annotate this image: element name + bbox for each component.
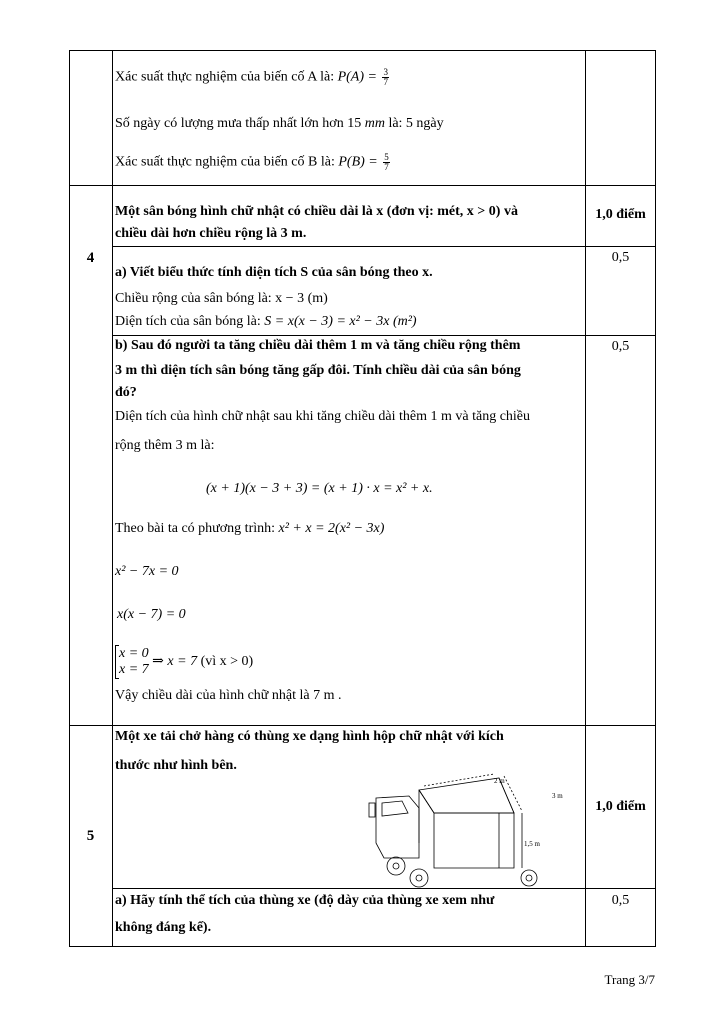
q4-prompt-line1: Một sân bóng hình chữ nhật có chiều dài là x (đơn vị: mét, x > 0) và <box>115 204 518 219</box>
q4b-title-line3: đó? <box>115 385 137 400</box>
q4a-width-line: Chiều rộng của sân bóng là: x − 3 (m) <box>115 291 328 306</box>
q5-prompt-line2: thước như hình bên. <box>115 758 237 773</box>
truck-cabin <box>376 796 419 858</box>
q4-score: 1,0 điểm <box>595 207 646 222</box>
probability-a-line: Xác suất thực nghiệm của biến cố A là: P(A) = $\frac{3}{7}$ <box>115 67 388 87</box>
wheel-rear-icon <box>521 870 537 886</box>
page-footer: Trang 3/7 <box>604 972 655 987</box>
fraction-b: $\frac{5}{7}$ <box>384 152 389 172</box>
q5-prompt-line1: Một xe tải chở hàng có thùng xe dạng hình hộp chữ nhật với kích <box>115 729 504 744</box>
q4a-area-line: Diện tích của sân bóng là: S = x(x − 3) = x² − 3x (m²) <box>115 314 417 329</box>
q4-prompt-line2: chiều dài hơn chiều rộng là 3 m. <box>115 226 307 241</box>
q4b-score: 0,5 <box>611 339 630 354</box>
row-divider-q4a <box>112 246 656 247</box>
question-number-4: 4 <box>86 250 95 266</box>
wheel-front2-icon <box>410 869 428 887</box>
answer-table <box>69 50 656 947</box>
q4b-text-line2: rộng thêm 3 m là: <box>115 438 215 453</box>
rain-days-line: Số ngày có lượng mưa thấp nhất lớn hơn 15 mm là: 5 ngày <box>115 116 444 131</box>
table-border-bottom <box>69 946 656 947</box>
q4b-conclusion: Vậy chiều dài của hình chữ nhật là 7 m . <box>115 688 342 703</box>
truck-mirror <box>369 803 375 817</box>
q4a-title: a) Viết biểu thức tính diện tích S của sân bóng theo x. <box>115 265 433 280</box>
truck-window <box>382 801 408 816</box>
fraction-a: $\frac{3}{7}$ <box>383 67 388 87</box>
truck-figure <box>364 768 564 888</box>
wheel-front-icon <box>387 857 405 875</box>
table-border-top <box>69 50 656 51</box>
q4b-equation-2: x² − 7x = 0 <box>115 564 179 579</box>
q4b-text-line1: Diện tích của hình chữ nhật sau khi tăng chiều dài thêm 1 m và tăng chiều <box>115 409 531 424</box>
truck-box-front <box>434 813 514 868</box>
q4b-equation-3: x(x − 7) = 0 <box>117 607 186 622</box>
probability-b-line: Xác suất thực nghiệm của biến cố B là: P(B) = $\frac{5}{7}$ <box>115 152 389 172</box>
row-divider-q5a <box>112 888 656 889</box>
q5a-title-line1: a) Hãy tính thể tích của thùng xe (độ dày của thùng xe xem như <box>115 893 495 908</box>
truck-label-length: 3 m <box>552 792 563 800</box>
q4b-case-system: x = 0 x = 7 ⇒ x = 7 (vì x > 0) <box>115 645 253 679</box>
truck-label-height: 1,5 m <box>524 840 540 848</box>
truck-label-width: 2 m <box>494 777 505 785</box>
q5a-title-line2: không đáng kể). <box>115 920 212 935</box>
q4b-equation-area: (x + 1)(x − 3 + 3) = (x + 1) · x = x² + x. <box>206 481 433 496</box>
row-divider-q4 <box>69 185 656 186</box>
question-number-5: 5 <box>86 828 95 844</box>
q4b-equation-line: Theo bài ta có phương trình: x² + x = 2(x² − 3x) <box>115 521 385 536</box>
row-divider-q5 <box>69 725 656 726</box>
q5a-score: 0,5 <box>611 893 630 908</box>
row-divider-q4b <box>112 335 656 336</box>
q4b-title-line2: 3 m thì diện tích sân bóng tăng gấp đôi. Tính chiều dài của sân bóng <box>115 363 521 378</box>
q4a-score: 0,5 <box>611 250 630 265</box>
q4b-title-line1: b) Sau đó người ta tăng chiều dài thêm 1 m và tăng chiều rộng thêm <box>115 338 521 353</box>
q5-score: 1,0 điểm <box>595 799 646 814</box>
